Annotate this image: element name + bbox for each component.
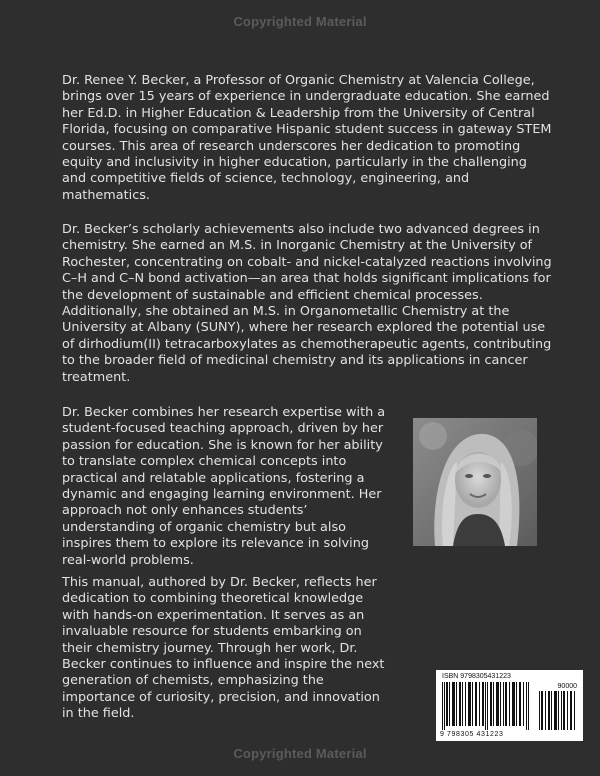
bio-paragraph-2: Dr. Becker’s scholarly achievements also include two advanced degrees in chemistry. She earned an M.S. in Inorganic Chemistry at the University of Rochester, concentrating on cobalt- and nickel-catalyzed reactions involving C–H and C–N bond activation—an area that holds significant implications for the development of sustainable and efficient chemical processes. Additionally, she obtained an M.S. in Organometallic Chemistry at the University at Albany (SUNY), where her research explored the potential use of dirhodium(II) tetracarboxylates as chemotherapeutic agents, contributing to the broader field of medicinal chemistry and its applications in cancer treatment. [62,222,552,385]
barcode-bars [442,682,530,730]
isbn-label: ISBN 9798305431223 [442,673,511,680]
copyright-watermark-top: Copyrighted Material [233,14,367,29]
bio-paragraph-4: This manual, authored by Dr. Becker, reflects her dedication to combining theoretical knowledge with hands-on experimentation. It serves as an invaluable resource for students embarking on their chemistry journey. Through her work, Dr. Becker continues to influence and inspire the next generation of chemists, emphasizing the importance of curiosity, precision, and innovation in the field. [62,575,385,722]
isbn-barcode [436,670,583,741]
bio-paragraph-1: Dr. Renee Y. Becker, a Professor of Organic Chemistry at Valencia College, brings over 15 years of experience in undergraduate education. She earned her Ed.D. in Higher Education & Leadership from the University of Central Florida, focusing on comparative Hispanic student success in gateway STEM courses. This area of research underscores her dedication to promoting equity and inclusivity in higher education, particularly in the challenging and competitive fields of science, technology, engineering, and mathematics. [62,73,552,203]
price-code: 90000 [557,683,577,690]
copyright-watermark-bottom: Copyrighted Material [233,746,367,761]
bio-paragraph-3: Dr. Becker combines her research expertise with a student-focused teaching approach, driven by her passion for education. She is known for her ability to translate complex chemical concepts into practical and relatable applications, fostering a dynamic and engaging learning environment. Her approach not only enhances students’ understanding of organic chemistry but also inspires them to explore its relevance in solving real-world problems. [62,405,386,568]
author-photo [413,418,537,546]
price-barcode-bars [539,691,577,730]
isbn-digits: 9 798305 431223 [440,731,504,738]
